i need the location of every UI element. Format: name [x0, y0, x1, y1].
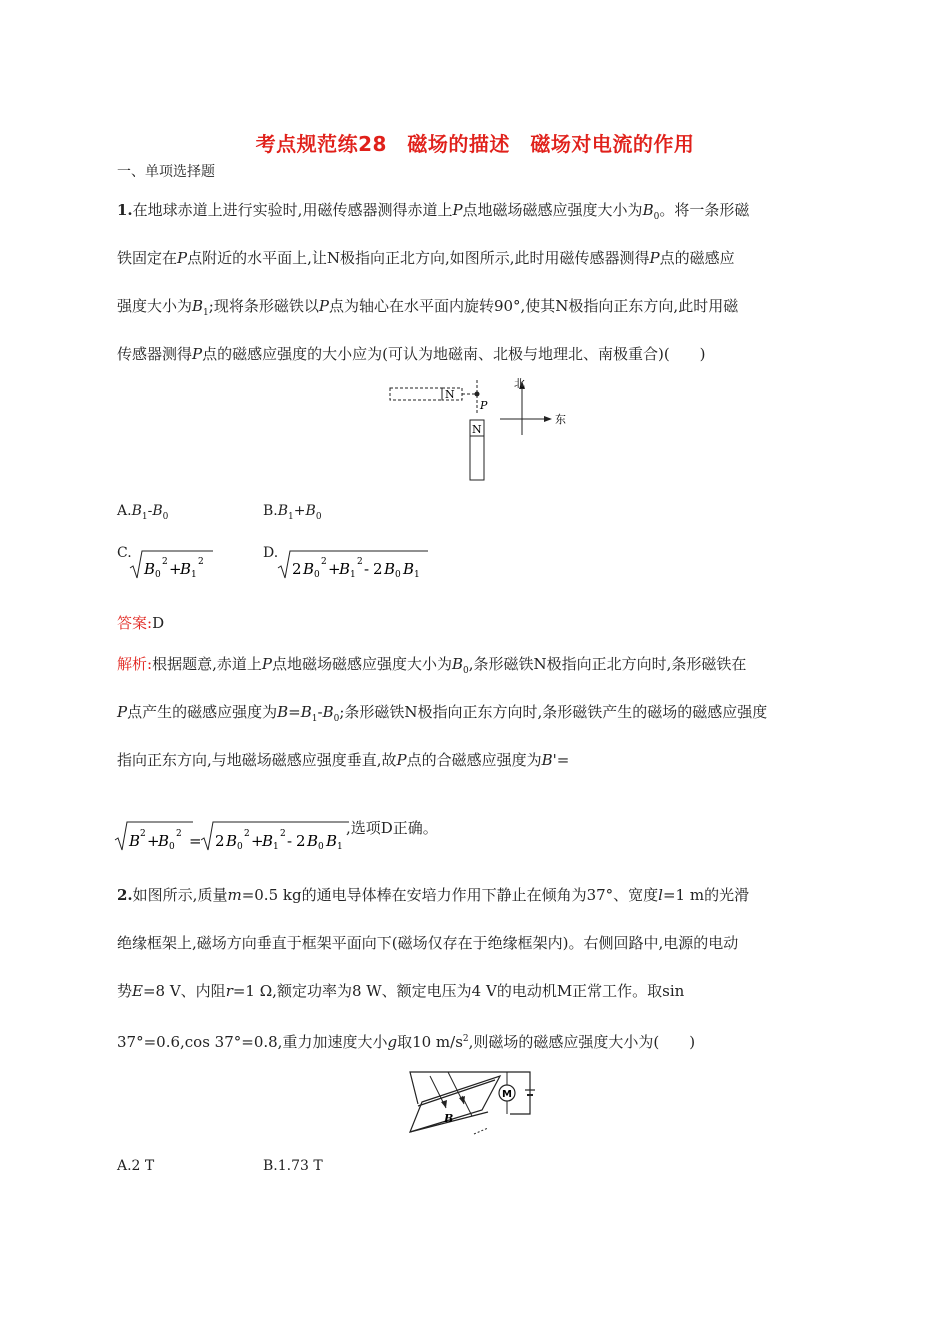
q1-explanation-line-3: 指向正东方向,与地磁场磁感应强度垂直,故P点的合磁感应强度为B'=: [117, 751, 570, 769]
dashed-magnet-n-label: N: [445, 388, 455, 401]
q1-option-d-label[interactable]: D.: [263, 545, 279, 561]
svg-text:B: B: [180, 560, 192, 578]
svg-text:-: -: [287, 832, 293, 850]
section-heading: 一、单项选择题: [117, 164, 215, 180]
q2-line-4: 37°=0.6,cos 37°=0.8,重力加速度大小g取10 $m/s^2$,则磁场的磁感应强度大小为( ): [117, 1033, 696, 1051]
svg-text:0: 0: [169, 842, 175, 852]
point-p-label: P: [480, 399, 488, 412]
svg-text:0: 0: [314, 570, 320, 580]
svg-text:0: 0: [237, 842, 243, 852]
svg-text:0: 0: [155, 570, 161, 580]
svg-text:2: 2: [373, 560, 383, 578]
svg-text:2: 2: [280, 829, 286, 839]
svg-text:2: 2: [244, 829, 250, 839]
svg-text:1: 1: [191, 570, 197, 580]
q1-explanation-line-2: P点产生的磁感应强度为$B=B_1-B_0$;条形磁铁N极指向正东方向时,条形磁铁产生的磁场的磁感应强度: [117, 703, 768, 724]
svg-text:B: B: [262, 832, 274, 850]
svg-text:B: B: [307, 832, 319, 850]
svg-text:2: 2: [162, 557, 168, 567]
north-label: 北: [514, 377, 525, 390]
q1-option-a[interactable]: $A.B_1-B_0$: [117, 503, 169, 522]
q2-line-3: 势E=8 V、内阻r=1 Ω,额定功率为8 W、额定电压为4 V的电动机M正常工作。取sin: [117, 982, 685, 1000]
svg-text:B: B: [384, 560, 396, 578]
q1-option-b[interactable]: $B.B_1+B_0$: [263, 503, 322, 522]
svg-text:B: B: [129, 832, 141, 850]
svg-text:2: 2: [296, 832, 306, 850]
svg-text:B: B: [326, 832, 338, 850]
q1-answer: 答案:D: [117, 614, 165, 632]
svg-text:B: B: [226, 832, 238, 850]
q1-line-3: 强度大小为$B_1$;现将条形磁铁以P点为轴心在水平面内旋转90°,使其N极指向正东方向,此时用磁: [117, 297, 739, 318]
magnet-n-label: N: [472, 423, 482, 436]
svg-text:2: 2: [176, 829, 182, 839]
q2-option-a[interactable]: A.2 T: [117, 1158, 155, 1174]
svg-text:+: +: [251, 832, 264, 850]
svg-text:2: 2: [357, 557, 363, 567]
q2-line-2: 绝缘框架上,磁场方向垂直于框架平面向下(磁场仅存在于绝缘框架内)。右侧回路中,电源的电动: [117, 934, 739, 952]
q1-explanation-line-1: 解析:根据题意,赤道上P点地磁场磁感应强度大小为$B_0$,条形磁铁N极指向正北方向时,条形磁铁在: [117, 655, 747, 676]
magnet-figure: [380, 375, 580, 485]
svg-text:+: +: [147, 832, 160, 850]
q1-option-c-formula: [128, 548, 218, 580]
svg-text:1: 1: [350, 570, 356, 580]
svg-text:1: 1: [337, 842, 343, 852]
svg-text:1: 1: [414, 570, 420, 580]
svg-text:2: 2: [292, 560, 302, 578]
q2-line-1: 2.如图所示,质量m=0.5 kg的通电导体棒在安培力作用下静止在倾角为37°、宽度l=1 m的光滑: [117, 886, 750, 904]
svg-text:B: B: [339, 560, 351, 578]
field-b-label: B: [444, 1112, 454, 1125]
q1-explanation-end: ,选项D正确。: [346, 819, 438, 837]
page-title: 考点规范练28 磁场的描述 磁场对电流的作用: [255, 132, 695, 156]
q1-line-4: 传感器测得P点的磁感应强度的大小应为(可认为地磁南、北极与地理北、南极重合)( ): [117, 345, 706, 363]
motor-label: M: [502, 1089, 512, 1100]
svg-text:+: +: [169, 560, 182, 578]
q1-line-1: 1.在地球赤道上进行实验时,用磁传感器测得赤道上P点地磁场磁感应强度大小为$B_0$。将一条形磁: [117, 201, 750, 222]
svg-text:=: =: [189, 832, 202, 850]
svg-text:0: 0: [318, 842, 324, 852]
svg-text:2: 2: [321, 557, 327, 567]
east-label: 东: [555, 413, 566, 426]
q1-option-d-formula: [276, 548, 436, 580]
svg-text:1: 1: [273, 842, 279, 852]
svg-text:B: B: [144, 560, 156, 578]
circuit-figure: [400, 1062, 560, 1140]
svg-text:2: 2: [140, 829, 146, 839]
q1-line-2: 铁固定在P点附近的水平面上,让N极指向正北方向,如图所示,此时用磁传感器测得P点的磁感应: [117, 249, 735, 267]
svg-text:0: 0: [395, 570, 401, 580]
q2-option-b[interactable]: B.1.73 T: [263, 1158, 323, 1174]
svg-text:2: 2: [215, 832, 225, 850]
svg-text:B: B: [403, 560, 415, 578]
svg-text:B: B: [158, 832, 170, 850]
q1-option-c-label[interactable]: C.: [117, 545, 132, 561]
svg-text:-: -: [364, 560, 370, 578]
svg-text:+: +: [328, 560, 341, 578]
svg-text:2: 2: [198, 557, 204, 567]
q1-explanation-formula: [113, 818, 353, 854]
svg-text:B: B: [303, 560, 315, 578]
